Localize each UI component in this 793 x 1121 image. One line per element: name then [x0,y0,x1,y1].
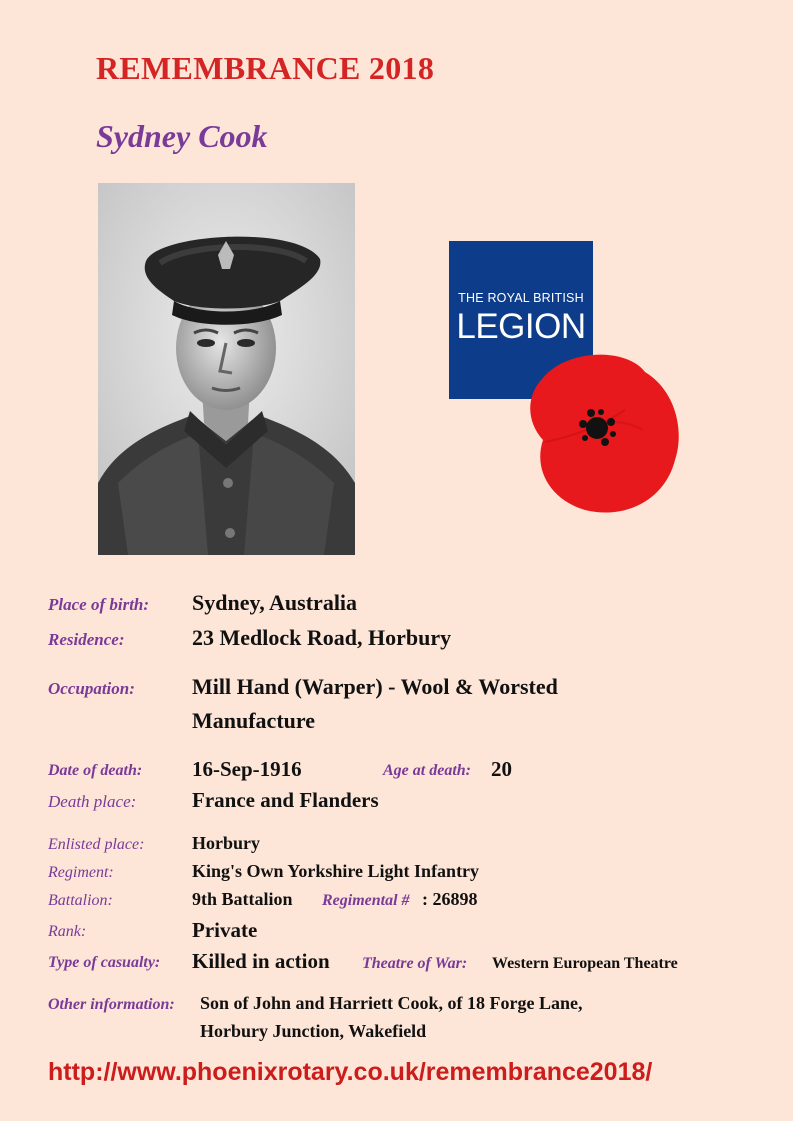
rank-label: Rank: [48,923,87,940]
enlisted-place-label: Enlisted place: [48,836,145,853]
date-of-death-label: Date of death: [48,762,143,779]
residence-label: Residence: [48,630,125,649]
place-of-birth-label: Place of birth: [48,595,150,614]
rank-value: Private [192,918,258,942]
logo-line1: THE ROYAL BRITISH [458,291,584,305]
website-link[interactable]: http://www.phoenixrotary.co.uk/remembrance2018/ [48,1058,653,1086]
page-title: REMEMBRANCE 2018 [96,50,435,86]
soldier-portrait [98,183,355,555]
death-place-value: France and Flanders [192,788,379,812]
battalion-label: Battalion: [48,892,113,909]
poppy-icon [525,350,685,520]
occupation-value-line2: Manufacture [192,708,316,733]
enlisted-place-value: Horbury [192,833,261,853]
battalion-value: 9th Battalion [192,889,293,909]
place-of-birth-value: Sydney, Australia [192,590,358,615]
soldier-name: Sydney Cook [96,118,268,154]
regimental-number-label: Regimental # [322,892,410,909]
casualty-type-value: Killed in action [192,949,330,973]
age-at-death-label: Age at death: [383,762,471,779]
residence-value: 23 Medlock Road, Horbury [192,625,452,650]
death-place-label: Death place: [48,792,137,811]
other-information-line2: Horbury Junction, Wakefield [200,1021,427,1041]
other-information-label: Other information: [48,996,175,1013]
age-at-death-value: 20 [491,757,512,781]
regimental-number-value: : 26898 [422,889,478,909]
date-of-death-value: 16-Sep-1916 [192,757,302,781]
theatre-value: Western European Theatre [492,955,678,972]
other-information-line1: Son of John and Harriett Cook, of 18 Forge Lane, [200,993,583,1013]
portrait-image [98,183,355,555]
theatre-label: Theatre of War: [362,955,468,972]
logo-line2: LEGION [456,307,586,346]
occupation-value-line1: Mill Hand (Warper) - Wool & Worsted [192,674,558,699]
casualty-type-label: Type of casualty: [48,954,161,971]
occupation-label: Occupation: [48,679,135,698]
regiment-value: King's Own Yorkshire Light Infantry [192,861,480,881]
regiment-label: Regiment: [48,864,114,881]
